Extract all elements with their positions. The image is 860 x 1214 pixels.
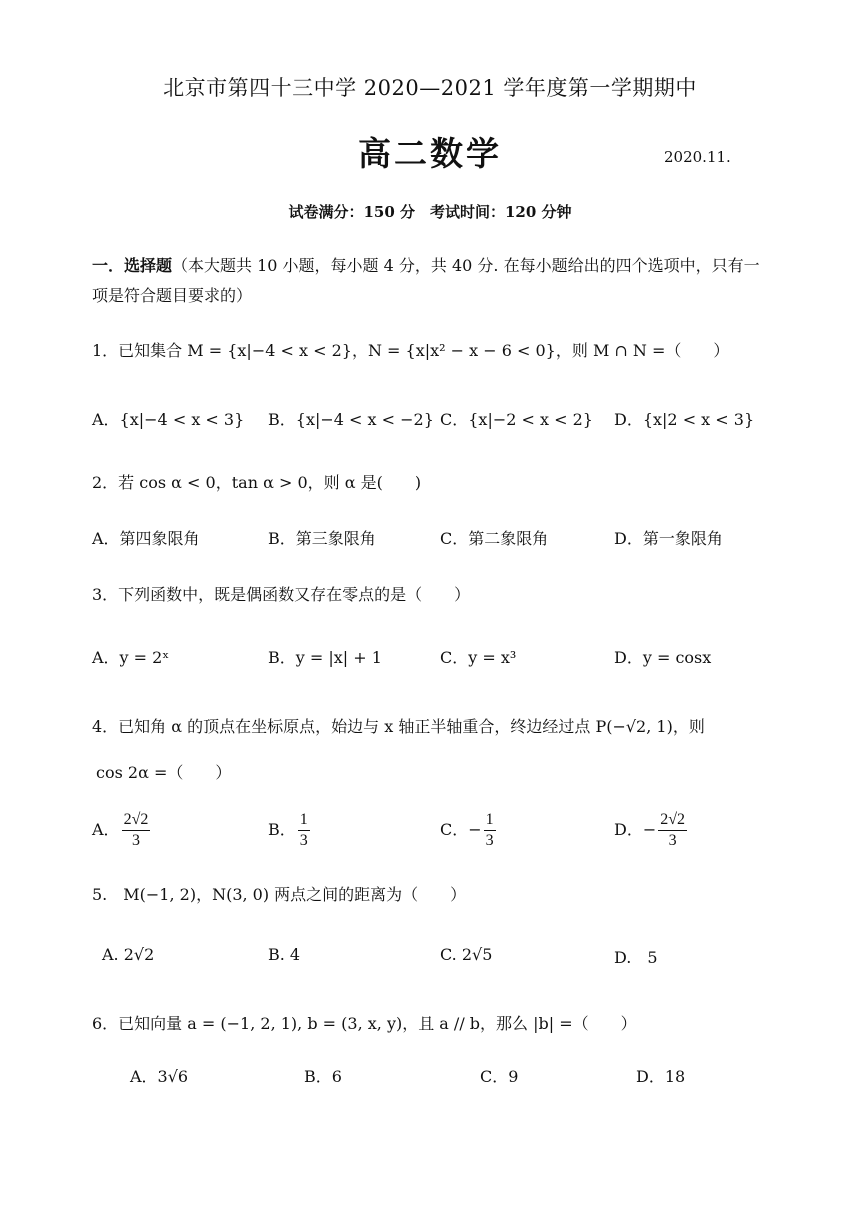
question-1-stem: 1．已知集合 M = {x|−4 < x < 2}，N = {x|x² − x − 6 < 0}，则 M ∩ N =（ ） <box>92 341 730 360</box>
question-5-stem: 5. M(−1, 2)，N(3, 0) 两点之间的距离为（ ） <box>92 885 467 904</box>
question-6-option-b: B．6 <box>304 1067 342 1086</box>
fraction-numerator: 1 <box>484 810 496 831</box>
option-label: C． <box>440 820 469 839</box>
question-2-option-d: D．第一象限角 <box>614 529 723 548</box>
question-1-option-c: C．{x|−2 < x < 2} <box>440 410 593 429</box>
question-2-stem: 2．若 cos α < 0，tan α > 0，则 α 是( ) <box>92 473 422 492</box>
fraction-denominator: 3 <box>131 832 140 849</box>
option-label: A． <box>92 820 120 839</box>
question-3-option-b: B．y = |x| + 1 <box>268 648 382 667</box>
question-5-option-c: C. 2√5 <box>440 945 493 964</box>
fraction <box>298 810 310 851</box>
exam-meta: 试卷满分：150 分 考试时间：120 分钟 <box>288 203 572 221</box>
question-4-option-b <box>268 810 312 851</box>
section-instructions <box>92 251 772 311</box>
question-3-stem: 3．下列函数中，既是偶函数又存在零点的是（ ） <box>92 585 471 604</box>
question-6-stem: 6．已知向量 a = (−1, 2, 1), b = (3, x, y)，且 a // b，那么 |b| =（ ） <box>92 1014 637 1033</box>
option-label: B． <box>268 820 296 839</box>
question-1-option-a: A．{x|−4 < x < 3} <box>92 410 245 429</box>
question-5-option-b: B. 4 <box>268 945 301 964</box>
question-4-option-d <box>614 810 689 851</box>
question-4-stem-cont: cos 2α =（ ） <box>96 763 232 782</box>
fraction-numerator: 1 <box>298 810 310 831</box>
fraction-numerator: 2√2 <box>122 810 151 831</box>
question-2-option-c: C．第二象限角 <box>440 529 549 548</box>
school-title: 北京市第四十三中学 2020—2021 学年度第一学期期中 <box>163 76 697 100</box>
question-3-option-d: D．y = cosx <box>614 648 712 667</box>
fraction <box>122 810 151 851</box>
question-3-option-c: C．y = x³ <box>440 648 517 667</box>
question-1-option-d: D．{x|2 < x < 3} <box>614 410 755 429</box>
question-5-option-a: A. 2√2 <box>102 945 155 964</box>
question-2-option-b: B．第三象限角 <box>268 529 376 548</box>
subject-title: 高二数学 <box>358 134 502 173</box>
question-3-option-a: A．y = 2ˣ <box>92 648 170 667</box>
option-sign: − <box>642 820 657 839</box>
fraction-numerator: 2√2 <box>658 810 687 831</box>
fraction-denominator: 3 <box>485 832 494 849</box>
question-6-option-c: C．9 <box>480 1067 519 1086</box>
fraction-denominator: 3 <box>668 832 677 849</box>
question-2-option-a: A．第四象限角 <box>92 529 200 548</box>
exam-date: 2020.11. <box>664 148 731 166</box>
question-6-option-a: A．3√6 <box>130 1067 189 1086</box>
question-5-option-d: D. 5 <box>614 948 658 967</box>
fraction <box>484 810 496 851</box>
question-4-option-a <box>92 810 152 851</box>
option-label: D． <box>614 820 643 839</box>
question-1-option-b: B．{x|−4 < x < −2} <box>268 410 434 429</box>
section-title: 一．选择题 <box>92 256 173 275</box>
question-6-option-d: D．18 <box>636 1067 686 1086</box>
section-text: （本大题共 10 小题，每小题 4 分，共 40 分. 在每小题给出的四个选项中，只有一项是符合题目要求的） <box>92 256 760 305</box>
option-sign: − <box>468 820 482 839</box>
fraction-denominator: 3 <box>299 832 308 849</box>
question-4-option-c <box>440 810 498 851</box>
fraction <box>658 810 687 851</box>
question-4-stem: 4．已知角 α 的顶点在坐标原点，始边与 x 轴正半轴重合，终边经过点 P(−√2, 1)，则 <box>92 717 705 736</box>
